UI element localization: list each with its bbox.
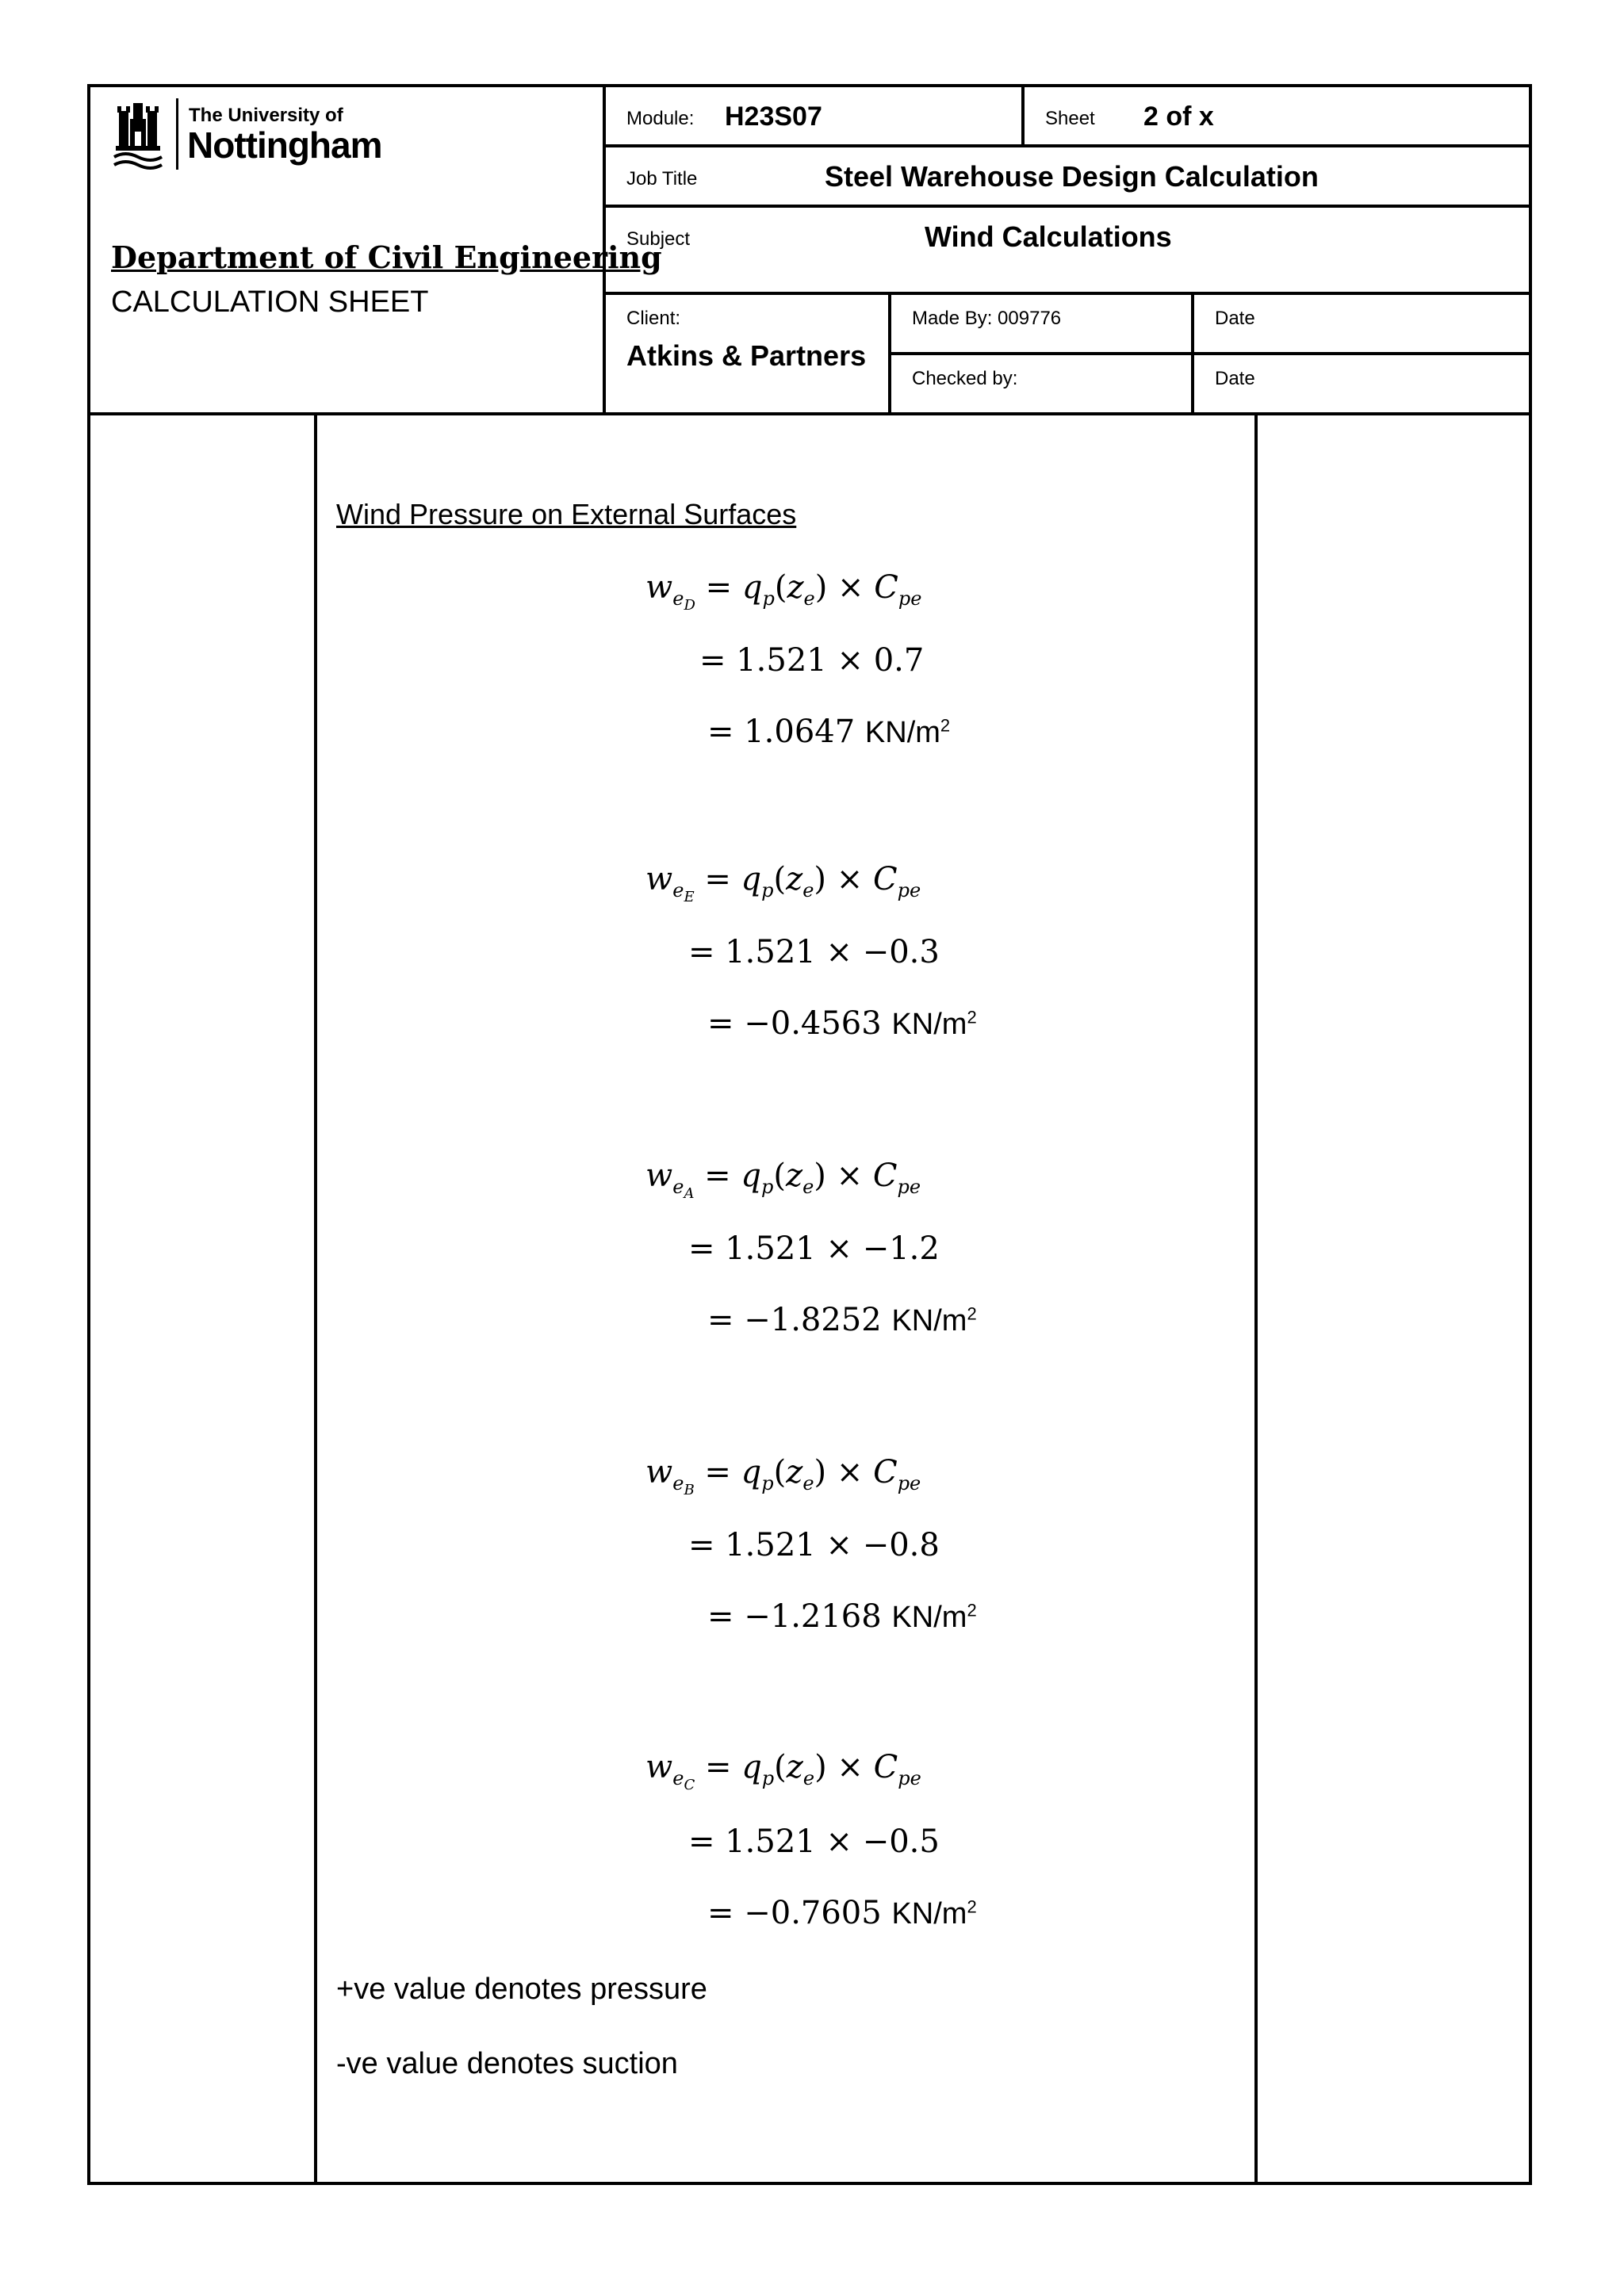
university-logo [113, 97, 382, 176]
body-left-margin-line [314, 412, 317, 2185]
unit-text: $KN/m^2$ [891, 1303, 977, 1337]
equation-result-a [707, 1302, 977, 1338]
result-value: = −1.8252 [707, 1302, 882, 1338]
equation-formula-a: $w_{e_A} = q_p(z_e) \times C_{pe}$ [645, 1158, 921, 1202]
module-label: Module: [626, 108, 695, 129]
body-right-margin-line [1254, 412, 1258, 2185]
note-suction: -ve value denotes suction [336, 2047, 678, 2080]
zone-label: C [684, 1776, 695, 1793]
header-row-line-3 [603, 292, 1532, 295]
date-label-2: Date [1215, 368, 1255, 389]
subject-value: Wind Calculations [925, 220, 1172, 253]
equation-step-a: = 1.521 × −1.2 [688, 1230, 940, 1267]
result-value: = −0.4563 [707, 1005, 882, 1042]
unit-text: $KN/m^2$ [864, 715, 951, 749]
zone-label: A [684, 1184, 695, 1202]
header-row-line-2 [603, 205, 1532, 208]
logo-divider [176, 98, 178, 170]
result-value: = −0.7605 [707, 1895, 882, 1931]
castle-crest-icon [113, 100, 163, 171]
note-pressure: +ve value denotes pressure [336, 1973, 707, 2006]
zone-label: E [684, 888, 695, 905]
zone-label: D [684, 596, 695, 614]
checked-by: Checked by: [912, 368, 1018, 389]
zone-label: B [684, 1481, 695, 1498]
result-value: = 1.0647 [707, 714, 856, 750]
sheet-type: CALCULATION SHEET [111, 285, 429, 319]
client-value: Atkins & Partners [626, 339, 867, 372]
section-title: Wind Pressure on External Surfaces [336, 498, 797, 530]
formula-rhs: = $q_p(z_e) \times C_{pe}$ [704, 1454, 921, 1494]
date-label-1: Date [1215, 308, 1255, 329]
job-title-value: Steel Warehouse Design Calculation [825, 160, 1319, 193]
equation-formula-d: $w_{e_D} = q_p(z_e) \times C_{pe}$ [645, 569, 922, 614]
sheet-label: Sheet [1045, 108, 1095, 129]
equation-formula-e: $w_{e_E} = q_p(z_e) \times C_{pe}$ [645, 861, 921, 905]
unit-text: $KN/m^2$ [891, 1600, 977, 1634]
header-madeby-line [888, 352, 1532, 355]
equation-formula-c: $w_{e_C} = q_p(z_e) \times C_{pe}$ [645, 1749, 921, 1793]
result-value: = −1.2168 [707, 1598, 882, 1635]
formula-rhs: = $q_p(z_e) \times C_{pe}$ [705, 569, 922, 610]
equation-result-b [707, 1598, 977, 1635]
client-label: Client: [626, 308, 681, 329]
unit-text: $KN/m^2$ [891, 1007, 977, 1041]
formula-rhs: = $q_p(z_e) \times C_{pe}$ [704, 1749, 921, 1789]
equation-formula-b: $w_{e_B} = q_p(z_e) \times C_{pe}$ [645, 1454, 921, 1498]
equation-result-c [707, 1895, 977, 1931]
equation-step-d: = 1.521 × 0.7 [699, 642, 925, 679]
formula-rhs: = $q_p(z_e) \times C_{pe}$ [704, 861, 921, 901]
equation-step-e: = 1.521 × −0.3 [688, 934, 940, 970]
university-line-1: The University of [189, 105, 343, 126]
module-value: H23S07 [725, 101, 822, 132]
formula-rhs: = $q_p(z_e) \times C_{pe}$ [704, 1158, 921, 1198]
subject-label: Subject [626, 228, 691, 250]
equation-result-d [707, 714, 950, 750]
university-line-2: Nottingham [187, 124, 382, 166]
equation-result-e [707, 1005, 977, 1042]
made-by: Made By: 009776 [912, 308, 1062, 329]
unit-text: $KN/m^2$ [891, 1896, 977, 1931]
job-title-label: Job Title [626, 168, 698, 189]
equation-step-b: = 1.521 × −0.8 [688, 1527, 940, 1563]
department-title: Department of Civil Engineering [111, 239, 662, 275]
equation-step-c: = 1.521 × −0.5 [688, 1823, 940, 1860]
sheet-value: 2 of x [1143, 101, 1214, 132]
header-module-sheet-divider [1021, 84, 1025, 146]
header-row-line-1 [603, 144, 1532, 147]
